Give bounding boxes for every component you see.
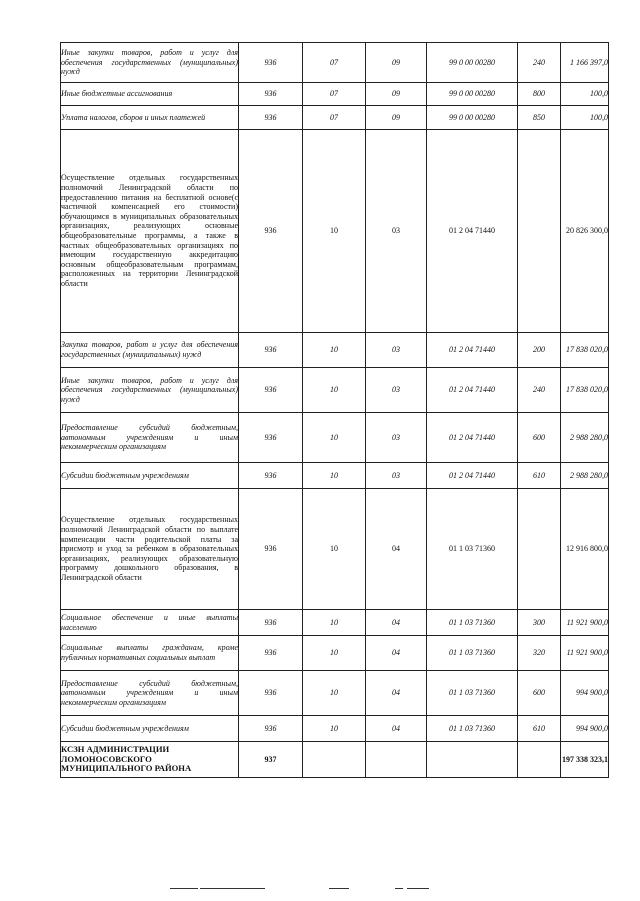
section-cell: 10 bbox=[303, 671, 366, 716]
row-name-cell: Социальные выплаты гражданам, кроме публичных нормативных социальных выплат bbox=[61, 636, 239, 671]
amount-cell: 11 921 900,0 bbox=[561, 610, 609, 636]
expense-type-cell: 320 bbox=[518, 636, 561, 671]
table-row bbox=[61, 636, 609, 671]
admin-code-cell: 936 bbox=[239, 333, 303, 368]
row-name-cell: Иные закупки товаров, работ и услуг для обеспечения государственных (муниципальных) нужд bbox=[61, 368, 239, 413]
footer-mark bbox=[329, 888, 349, 889]
footer-mark bbox=[170, 888, 198, 889]
table-row bbox=[61, 83, 609, 106]
footer-mark bbox=[200, 888, 265, 889]
subsection-cell: 04 bbox=[366, 610, 427, 636]
table-row bbox=[61, 463, 609, 489]
target-article-cell: 01 2 04 71440 bbox=[427, 130, 518, 333]
budget-table bbox=[60, 42, 609, 778]
target-article-cell: 99 0 00 00280 bbox=[427, 83, 518, 106]
target-article-cell bbox=[427, 742, 518, 778]
table-row bbox=[61, 130, 609, 333]
table-row bbox=[61, 106, 609, 130]
admin-code-cell: 936 bbox=[239, 636, 303, 671]
subsection-cell: 09 bbox=[366, 106, 427, 130]
section-cell: 10 bbox=[303, 368, 366, 413]
row-name-cell: Предоставление субсидий бюджетным, автономным учреждениям и иным некоммерческим организациям bbox=[61, 671, 239, 716]
table-row bbox=[61, 43, 609, 83]
subsection-cell: 03 bbox=[366, 333, 427, 368]
subsection-cell: 04 bbox=[366, 716, 427, 742]
admin-code-cell: 936 bbox=[239, 463, 303, 489]
amount-cell: 20 826 300,0 bbox=[561, 130, 609, 333]
admin-code-cell: 936 bbox=[239, 368, 303, 413]
admin-code-cell: 936 bbox=[239, 130, 303, 333]
expense-type-cell: 850 bbox=[518, 106, 561, 130]
section-cell: 10 bbox=[303, 130, 366, 333]
subsection-cell bbox=[366, 742, 427, 778]
subsection-cell: 04 bbox=[366, 636, 427, 671]
expense-type-cell: 240 bbox=[518, 43, 561, 83]
section-cell: 10 bbox=[303, 716, 366, 742]
expense-type-cell: 600 bbox=[518, 413, 561, 463]
admin-code-cell: 937 bbox=[239, 742, 303, 778]
admin-code-cell: 936 bbox=[239, 43, 303, 83]
section-cell: 10 bbox=[303, 610, 366, 636]
footer-marks bbox=[0, 888, 640, 894]
amount-cell: 2 988 280,0 bbox=[561, 413, 609, 463]
subsection-cell: 09 bbox=[366, 43, 427, 83]
row-name-cell: Уплата налогов, сборов и иных платежей bbox=[61, 106, 239, 130]
section-cell: 10 bbox=[303, 636, 366, 671]
footer-mark bbox=[395, 888, 403, 889]
section-cell: 10 bbox=[303, 333, 366, 368]
row-name-cell: Осуществление отдельных государственных полномочий Ленинградской области по выплате компенсации части родительской платы за присмотр и уход за ребенком в образовательных организациях, реализующих образовательную программу дошкольного образования, в Ленинградской области bbox=[61, 489, 239, 610]
row-name-cell: Предоставление субсидий бюджетным, автономным учреждениям и иным некоммерческим организациям bbox=[61, 413, 239, 463]
section-cell: 07 bbox=[303, 43, 366, 83]
section-cell: 10 bbox=[303, 413, 366, 463]
table-row bbox=[61, 333, 609, 368]
subsection-cell: 04 bbox=[366, 671, 427, 716]
table-row bbox=[61, 489, 609, 610]
amount-cell: 1 166 397,0 bbox=[561, 43, 609, 83]
target-article-cell: 01 1 03 71360 bbox=[427, 716, 518, 742]
expense-type-cell: 600 bbox=[518, 671, 561, 716]
target-article-cell: 01 1 03 71360 bbox=[427, 610, 518, 636]
subsection-cell: 04 bbox=[366, 489, 427, 610]
amount-cell: 994 900,0 bbox=[561, 716, 609, 742]
admin-code-cell: 936 bbox=[239, 716, 303, 742]
admin-code-cell: 936 bbox=[239, 106, 303, 130]
expense-type-cell: 200 bbox=[518, 333, 561, 368]
row-name-cell: Иные бюджетные ассигнования bbox=[61, 83, 239, 106]
amount-cell: 2 988 280,0 bbox=[561, 463, 609, 489]
admin-code-cell: 936 bbox=[239, 610, 303, 636]
target-article-cell: 99 0 00 00280 bbox=[427, 43, 518, 83]
admin-code-cell: 936 bbox=[239, 671, 303, 716]
row-name-cell: Субсидии бюджетным учреждениям bbox=[61, 716, 239, 742]
target-article-cell: 01 2 04 71440 bbox=[427, 333, 518, 368]
table-row bbox=[61, 716, 609, 742]
amount-cell: 17 838 020,0 bbox=[561, 333, 609, 368]
section-cell bbox=[303, 742, 366, 778]
table-row bbox=[61, 671, 609, 716]
admin-code-cell: 936 bbox=[239, 489, 303, 610]
amount-cell: 12 916 800,0 bbox=[561, 489, 609, 610]
amount-cell: 100,0 bbox=[561, 83, 609, 106]
subsection-cell: 03 bbox=[366, 368, 427, 413]
target-article-cell: 01 1 03 71360 bbox=[427, 489, 518, 610]
row-name-cell: Субсидии бюджетным учреждениям bbox=[61, 463, 239, 489]
expense-type-cell: 610 bbox=[518, 463, 561, 489]
amount-cell: 197 338 323,1 bbox=[561, 742, 609, 778]
section-cell: 07 bbox=[303, 83, 366, 106]
section-cell: 10 bbox=[303, 489, 366, 610]
subsection-cell: 03 bbox=[366, 130, 427, 333]
expense-type-cell: 610 bbox=[518, 716, 561, 742]
subsection-cell: 09 bbox=[366, 83, 427, 106]
expense-type-cell bbox=[518, 489, 561, 610]
row-name-cell: КСЗН АДМИНИСТРАЦИИ ЛОМОНОСОВСКОГО МУНИЦИПАЛЬНОГО РАЙОНА bbox=[61, 742, 239, 778]
target-article-cell: 01 1 03 71360 bbox=[427, 636, 518, 671]
target-article-cell: 01 2 04 71440 bbox=[427, 413, 518, 463]
expense-type-cell bbox=[518, 130, 561, 333]
amount-cell: 17 838 020,0 bbox=[561, 368, 609, 413]
amount-cell: 100,0 bbox=[561, 106, 609, 130]
table-row bbox=[61, 368, 609, 413]
section-cell: 10 bbox=[303, 463, 366, 489]
subsection-cell: 03 bbox=[366, 463, 427, 489]
admin-code-cell: 936 bbox=[239, 413, 303, 463]
section-cell: 07 bbox=[303, 106, 366, 130]
row-name-cell: Социальное обеспечение и иные выплаты населению bbox=[61, 610, 239, 636]
expense-type-cell: 800 bbox=[518, 83, 561, 106]
amount-cell: 994 900,0 bbox=[561, 671, 609, 716]
target-article-cell: 01 2 04 71440 bbox=[427, 368, 518, 413]
subsection-cell: 03 bbox=[366, 413, 427, 463]
row-name-cell: Осуществление отдельных государственных полномочий Ленинградской области по предоставлению питания на бесплатной основе(с частичной компенсацией его стоимости) обучающимся в муниципальных образовательных организациях, реализующих основные общеобразовательные программы, а также в частных общеобразовательных организациях по имеющим государственную аккредитацию основным общеобразовательным программам, расположенных на территории Ленинградской области bbox=[61, 130, 239, 333]
target-article-cell: 01 2 04 71440 bbox=[427, 463, 518, 489]
budget-table-body bbox=[61, 43, 609, 778]
row-name-cell: Закупка товаров, работ и услуг для обеспечения государственных (муниципальных) нужд bbox=[61, 333, 239, 368]
table-row bbox=[61, 413, 609, 463]
row-name-cell: Иные закупки товаров, работ и услуг для обеспечения государственных (муниципальных) нужд bbox=[61, 43, 239, 83]
amount-cell: 11 921 900,0 bbox=[561, 636, 609, 671]
target-article-cell: 01 1 03 71360 bbox=[427, 671, 518, 716]
table-row bbox=[61, 610, 609, 636]
expense-type-cell bbox=[518, 742, 561, 778]
footer-mark bbox=[407, 888, 429, 889]
table-row bbox=[61, 742, 609, 778]
expense-type-cell: 300 bbox=[518, 610, 561, 636]
admin-code-cell: 936 bbox=[239, 83, 303, 106]
expense-type-cell: 240 bbox=[518, 368, 561, 413]
target-article-cell: 99 0 00 00280 bbox=[427, 106, 518, 130]
